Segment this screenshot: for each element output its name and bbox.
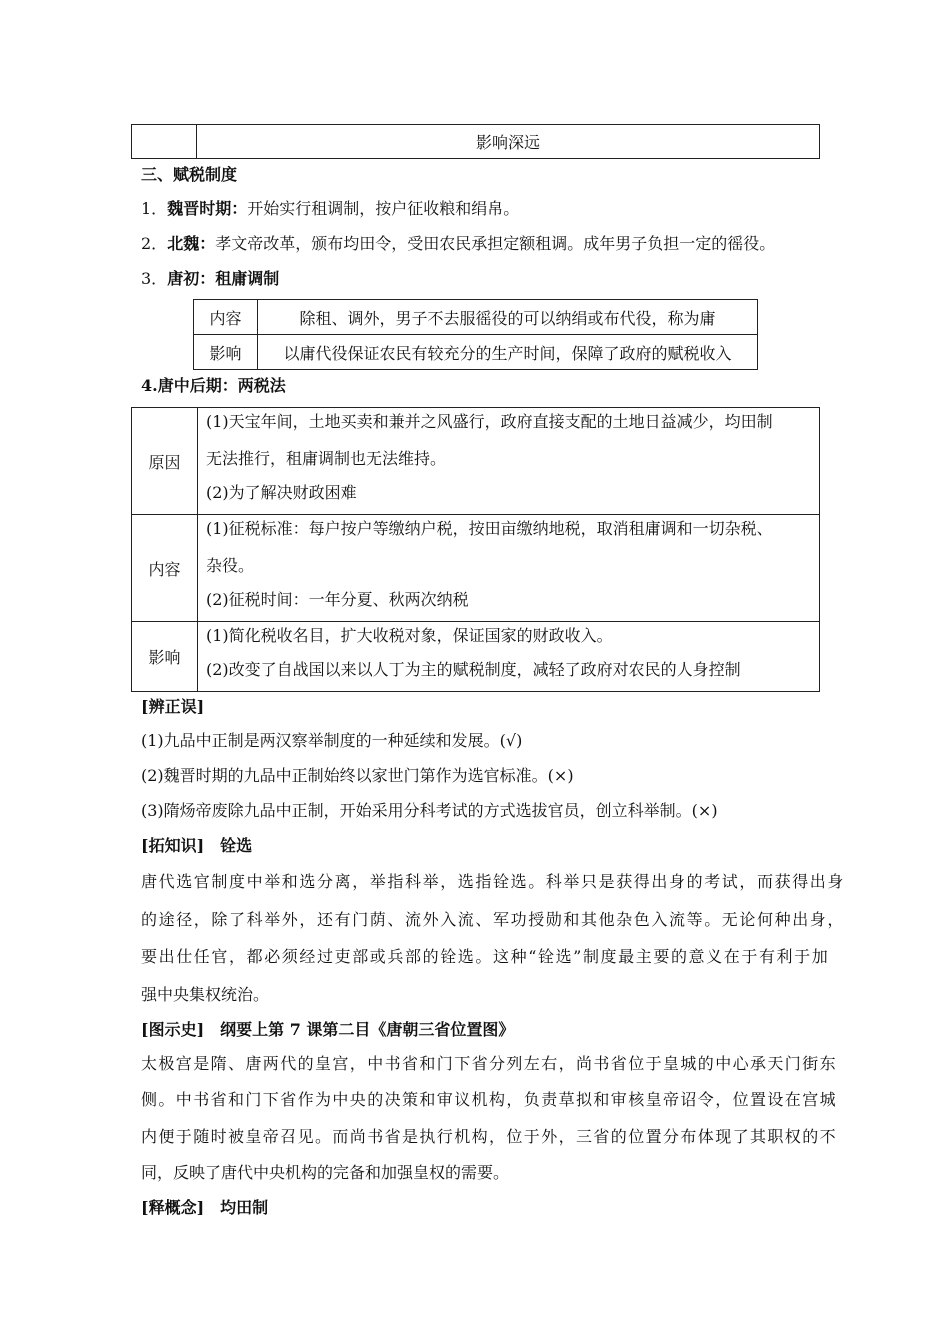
content-line: (1)简化税收名目，扩大收税对象，保证国家的财政收入。 bbox=[206, 626, 613, 645]
liangshui-row-content bbox=[198, 408, 820, 515]
top-table-text-cell bbox=[197, 125, 820, 159]
tushishi-line: 太极宫是隋、唐两代的皇宫，中书省和门下省分列左右，尚书省位于皇城的中心承天门街东 bbox=[141, 1054, 838, 1073]
item-1-text: 开始实行租调制，按户征收粮和绢帛。 bbox=[247, 199, 520, 218]
bianzhengwu-item: (3)隋炀帝废除九品中正制，开始采用分科考试的方式选拔官员，创立科举制。(×) bbox=[141, 801, 718, 820]
bianzhengwu-item: (2)魏晋时期的九品中正制始终以家世门第作为选官标准。(×) bbox=[141, 766, 574, 785]
content-line: (2)改变了自战国以来以人丁为主的赋税制度，减轻了政府对农民的人身控制 bbox=[206, 660, 741, 679]
top-table-empty-cell bbox=[132, 125, 197, 159]
content-line: (2)征税时间：一年分夏、秋两次纳税 bbox=[206, 590, 469, 609]
shigainian-title: [释概念] 均田制 bbox=[141, 1198, 269, 1217]
item-4: 4.唐中后期：两税法 bbox=[141, 376, 286, 395]
tuozhishi-line: 要出仕任官，都必须经过吏部或兵部的铨选。这种“铨选”制度最主要的意义在于有利于加 bbox=[141, 947, 830, 966]
zuyong-row-label: 内容 bbox=[194, 300, 258, 335]
tushishi-line: 侧。中书省和门下省作为中央的决策和审议机构，负责草拟和审核皇帝诏令，位置设在宫城 bbox=[141, 1090, 838, 1109]
content-line: (1)征税标准：每户按户等缴纳户税，按田亩缴纳地税，取消租庸调和一切杂税、 bbox=[206, 519, 773, 538]
top-table-fragment bbox=[131, 124, 820, 159]
liangshui-row-content bbox=[198, 515, 820, 622]
item-1-num: 1． bbox=[141, 199, 168, 218]
tuozhishi-title: [拓知识] 铨选 bbox=[141, 836, 253, 855]
item-1-label: 魏晋时期： bbox=[167, 199, 248, 218]
content-line: (1)天宝年间，土地买卖和兼并之风盛行，政府直接支配的土地日益减少，均田制 bbox=[206, 412, 773, 431]
item-2-num: 2． bbox=[141, 234, 168, 253]
liangshui-row-content bbox=[198, 622, 820, 692]
item-3 bbox=[141, 269, 279, 289]
item-2 bbox=[141, 234, 775, 254]
tuozhishi-line: 唐代选官制度中举和选分离，举指科举，选指铨选。科举只是获得出身的考试，而获得出身 bbox=[141, 872, 846, 891]
top-table-text: 影响深远 bbox=[475, 133, 540, 152]
item-1 bbox=[141, 199, 519, 219]
bianzhengwu-item: (1)九品中正制是两汉察举制度的一种延续和发展。(√) bbox=[141, 731, 523, 750]
zuyong-table bbox=[193, 299, 758, 370]
content-line: 杂役。 bbox=[206, 556, 255, 575]
tuozhishi-line: 的途径，除了科举外，还有门荫、流外入流、军功授勋和其他杂色入流等。无论何种出身， bbox=[141, 910, 846, 929]
content-line: 无法推行，租庸调制也无法维持。 bbox=[206, 449, 447, 468]
item-2-text: 孝文帝改革，颁布均田令，受田农民承担定额租调。成年男子负担一定的徭役。 bbox=[215, 234, 776, 253]
section-heading: 三、赋税制度 bbox=[141, 165, 238, 184]
liangshui-row-label: 影响 bbox=[132, 622, 198, 692]
bianzhengwu-title: [辨正误] bbox=[141, 697, 205, 716]
liangshui-table bbox=[131, 407, 820, 692]
liangshui-row-label: 原因 bbox=[132, 408, 198, 515]
tushishi-title: [图示史] 纲要上第 7 课第二目《唐朝三省位置图》 bbox=[141, 1020, 515, 1039]
zuyong-row-label: 影响 bbox=[194, 335, 258, 370]
item-2-label: 北魏： bbox=[167, 234, 216, 253]
content-line: (2)为了解决财政困难 bbox=[206, 483, 357, 502]
zuyong-row-text: 除租、调外，男子不去服徭役的可以纳绢或布代役，称为庸 bbox=[258, 300, 758, 335]
item-3-label: 唐初：租庸调制 bbox=[167, 269, 280, 288]
tushishi-line: 同，反映了唐代中央机构的完备和加强皇权的需要。 bbox=[141, 1163, 510, 1182]
tushishi-line: 内便于随时被皇帝召见。而尚书省是执行机构，位于外，三省的位置分布体现了其职权的不 bbox=[141, 1127, 838, 1146]
zuyong-row-text: 以庸代役保证农民有较充分的生产时间，保障了政府的赋税收入 bbox=[258, 335, 758, 370]
tuozhishi-line: 强中央集权统治。 bbox=[141, 985, 270, 1004]
item-3-num: 3． bbox=[141, 269, 168, 288]
liangshui-row-label: 内容 bbox=[132, 515, 198, 622]
